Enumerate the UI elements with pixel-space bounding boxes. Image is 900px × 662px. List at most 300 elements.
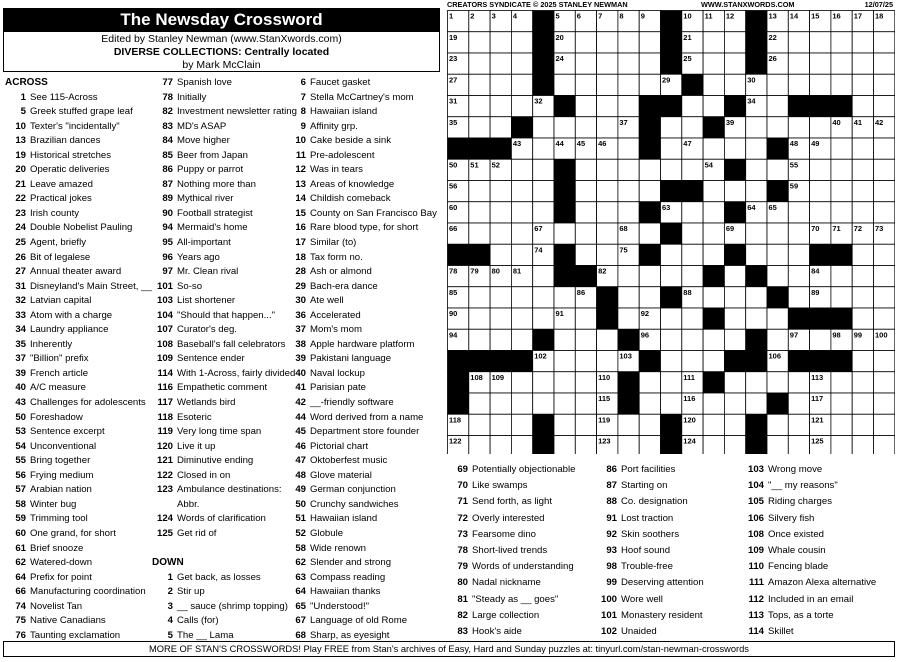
grid-cell[interactable] [724,414,745,435]
grid-cell[interactable] [788,202,809,223]
grid-cell[interactable] [490,287,511,308]
grid-cell[interactable] [724,393,745,414]
grid-cell[interactable] [554,372,575,393]
grid-cell[interactable] [469,117,490,138]
grid-cell[interactable] [831,32,852,53]
grid-cell[interactable] [852,372,873,393]
grid-cell[interactable] [490,96,511,117]
grid-cell[interactable] [767,372,788,393]
clue [743,543,898,559]
grid-cell[interactable] [511,202,532,223]
grid-cell[interactable] [490,436,511,455]
grid-cell[interactable] [724,181,745,202]
grid-cell[interactable] [767,329,788,350]
grid-cell[interactable] [703,244,724,265]
clue [152,294,302,309]
grid-cell[interactable] [511,74,532,95]
grid-cell[interactable] [639,32,660,53]
clue-text: Hook's aide [472,625,522,637]
cell-number: 96 [640,330,650,340]
clue [152,425,302,440]
grid-cell[interactable] [511,181,532,202]
grid-cell[interactable] [533,181,554,202]
grid-cell[interactable] [852,96,873,117]
grid-cell[interactable] [597,244,618,265]
grid-cell[interactable] [575,202,596,223]
cell-number: 19 [449,32,458,42]
grid-cell[interactable] [511,308,532,329]
grid-cell[interactable] [639,393,660,414]
grid-cell[interactable] [874,266,895,287]
grid-cell[interactable] [597,181,618,202]
grid-cell[interactable] [852,436,873,455]
grid-cell[interactable] [852,74,873,95]
grid-cell[interactable] [724,329,745,350]
grid-cell[interactable] [767,436,788,455]
grid-cell[interactable] [810,32,831,53]
grid-cell[interactable] [469,414,490,435]
grid-cell[interactable] [874,74,895,95]
grid-cell[interactable] [682,96,703,117]
grid-cell[interactable] [788,393,809,414]
clue-number: 39 [15,367,26,379]
grid-cell[interactable] [618,414,639,435]
grid-cell[interactable] [554,414,575,435]
grid-cell[interactable] [597,351,618,372]
clue-text: Nothing more than [177,178,256,190]
grid-cell[interactable] [788,53,809,74]
grid-cell[interactable] [511,244,532,265]
grid-cell[interactable] [490,74,511,95]
grid-cell[interactable] [661,351,682,372]
grid-cell[interactable] [511,393,532,414]
grid-cell[interactable] [874,96,895,117]
grid-cell[interactable] [874,53,895,74]
grid-cell[interactable] [767,96,788,117]
grid-cell[interactable] [852,181,873,202]
grid-cell[interactable] [788,223,809,244]
grid-cell[interactable] [852,53,873,74]
grid-cell[interactable] [575,351,596,372]
grid-cell[interactable] [852,159,873,180]
grid-cell[interactable] [831,393,852,414]
grid-cell[interactable] [469,393,490,414]
grid-cell[interactable] [533,266,554,287]
grid-cell[interactable] [831,372,852,393]
grid-cell[interactable] [703,74,724,95]
grid-cell[interactable] [618,202,639,223]
grid-cell[interactable] [490,223,511,244]
grid-cell[interactable] [575,53,596,74]
grid-cell[interactable] [490,202,511,223]
grid-cell[interactable] [490,393,511,414]
clue-number: 3 [167,600,173,612]
grid-cell[interactable] [852,351,873,372]
grid-cell[interactable] [746,393,767,414]
clue-number: 13 [15,135,26,147]
grid-cell[interactable] [703,202,724,223]
grid-cell[interactable] [469,223,490,244]
grid-cell[interactable] [746,181,767,202]
grid-cell[interactable] [639,372,660,393]
grid-cell[interactable] [703,351,724,372]
clue-number: 48 [295,469,306,481]
grid-cell[interactable] [511,32,532,53]
grid-cell[interactable] [469,181,490,202]
grid-cell[interactable] [490,181,511,202]
grid-cell[interactable] [724,138,745,159]
grid-cell[interactable] [575,96,596,117]
grid-cell[interactable] [788,32,809,53]
clue [285,91,445,106]
grid-cell[interactable] [788,74,809,95]
grid-cell[interactable] [767,414,788,435]
grid-cell[interactable] [597,117,618,138]
grid-cell[interactable] [682,223,703,244]
grid-cell[interactable] [810,117,831,138]
grid-cell[interactable] [575,159,596,180]
grid-cell[interactable] [575,74,596,95]
grid-cell[interactable] [874,372,895,393]
grid-cell[interactable] [639,414,660,435]
grid-cell[interactable] [724,32,745,53]
grid-cell[interactable] [682,159,703,180]
grid-cell[interactable] [554,223,575,244]
clue-text: Atom with a charge [30,309,113,321]
grid-cell[interactable] [852,244,873,265]
grid-cell[interactable] [703,181,724,202]
clue [285,454,445,469]
grid-cell[interactable] [533,138,554,159]
clue [5,251,153,266]
grid-cell[interactable] [661,372,682,393]
grid-cell[interactable] [511,223,532,244]
grid-cell[interactable] [874,244,895,265]
grid-cell[interactable] [682,266,703,287]
grid-cell[interactable] [831,266,852,287]
grid-cell[interactable] [618,74,639,95]
grid-cell[interactable] [639,53,660,74]
grid-cell[interactable] [575,436,596,455]
grid-cell[interactable] [469,96,490,117]
grid-cell[interactable] [831,138,852,159]
clue [596,592,746,608]
grid-cell[interactable] [618,96,639,117]
grid-cell[interactable] [703,138,724,159]
grid-cell[interactable] [767,244,788,265]
grid-cell[interactable] [661,244,682,265]
grid-cell[interactable] [682,351,703,372]
grid-cell[interactable] [874,181,895,202]
grid-cell[interactable] [874,202,895,223]
grid-cell[interactable] [852,32,873,53]
grid-cell[interactable] [831,74,852,95]
cell-number: 77 [811,245,820,255]
grid-cell[interactable] [575,117,596,138]
grid-cell[interactable] [852,393,873,414]
grid-cell[interactable] [703,96,724,117]
grid-cell[interactable] [575,393,596,414]
grid-cell[interactable] [597,329,618,350]
grid-cell[interactable] [469,202,490,223]
grid-cell[interactable] [682,244,703,265]
grid-cell[interactable] [831,53,852,74]
grid-cell[interactable] [788,266,809,287]
grid-cell[interactable] [490,308,511,329]
grid-cell[interactable] [575,372,596,393]
grid-cell[interactable] [511,287,532,308]
grid-cell[interactable] [852,138,873,159]
grid-cell[interactable] [469,53,490,74]
grid-cell[interactable] [810,202,831,223]
grid-cell[interactable] [831,287,852,308]
clue [596,575,746,591]
grid-cell[interactable] [852,308,873,329]
grid-cell[interactable] [490,329,511,350]
grid-cell[interactable] [639,159,660,180]
grid-cell[interactable] [724,266,745,287]
grid-cell[interactable] [618,159,639,180]
grid-cell[interactable] [575,32,596,53]
clue [5,352,153,367]
cell-number: 89 [811,287,820,297]
grid-cell[interactable] [469,329,490,350]
grid-cell[interactable] [554,436,575,455]
clue-number: 64 [15,571,26,583]
grid-cell[interactable] [575,414,596,435]
grid-cell[interactable] [597,32,618,53]
grid-cell[interactable] [703,32,724,53]
grid-cell[interactable] [639,74,660,95]
grid-cell[interactable] [724,74,745,95]
grid-cell[interactable] [618,53,639,74]
grid-cell[interactable] [852,287,873,308]
grid-cell[interactable] [874,351,895,372]
grid-block [618,393,639,414]
grid-cell[interactable] [724,53,745,74]
crossword-grid-svg[interactable] [447,10,895,454]
grid-cell[interactable] [703,53,724,74]
grid-cell[interactable] [469,308,490,329]
grid-cell[interactable] [810,329,831,350]
grid-cell[interactable] [618,287,639,308]
grid-cell[interactable] [788,414,809,435]
grid-cell[interactable] [490,244,511,265]
clue-number: 44 [295,411,306,423]
grid-cell[interactable] [724,287,745,308]
grid-cell[interactable] [469,287,490,308]
clue-text: Wide renown [310,542,366,554]
grid-cell[interactable] [852,266,873,287]
clue-text: Crunchy sandwiches [310,498,399,510]
clue-number: 11 [295,149,306,161]
grid-cell[interactable] [831,159,852,180]
grid-cell[interactable] [874,287,895,308]
cell-number: 121 [811,415,824,425]
grid-cell[interactable] [618,308,639,329]
grid-cell[interactable] [597,223,618,244]
grid-cell[interactable] [767,159,788,180]
grid-cell[interactable] [597,53,618,74]
grid-cell[interactable] [639,436,660,455]
grid-cell[interactable] [746,159,767,180]
cell-number: 65 [768,202,777,212]
grid-cell[interactable] [661,138,682,159]
grid-cell[interactable] [469,74,490,95]
grid-cell[interactable] [533,287,554,308]
grid-cell[interactable] [511,96,532,117]
grid-cell[interactable] [511,414,532,435]
grid-cell[interactable] [746,308,767,329]
grid-cell[interactable] [533,117,554,138]
grid-cell[interactable] [852,414,873,435]
grid-cell[interactable] [682,329,703,350]
grid-block [639,244,660,265]
grid-cell[interactable] [703,393,724,414]
grid-cell[interactable] [597,74,618,95]
grid-cell[interactable] [554,117,575,138]
grid-cell[interactable] [874,32,895,53]
grid-cell[interactable] [618,266,639,287]
grid-cell[interactable] [810,53,831,74]
footer-banner: MORE OF STAN'S CROSSWORDS! Play FREE from Stan's archives of Easy, Hard and Sunday puzzles at: tinyurl.com/stan-newman-crosswords [3,641,895,657]
grid-cell[interactable] [639,223,660,244]
grid-cell[interactable] [810,181,831,202]
grid-cell[interactable] [639,181,660,202]
grid-cell[interactable] [511,159,532,180]
grid-cell[interactable] [746,244,767,265]
grid-cell[interactable] [490,117,511,138]
grid-cell[interactable] [490,32,511,53]
grid-cell[interactable] [554,329,575,350]
clue [285,120,445,135]
grid-cell[interactable] [533,202,554,223]
grid-cell[interactable] [554,393,575,414]
grid-cell[interactable] [724,436,745,455]
grid-cell[interactable] [703,329,724,350]
grid-cell[interactable] [682,117,703,138]
grid-cell[interactable] [852,202,873,223]
grid-cell[interactable] [703,223,724,244]
grid-cell[interactable] [533,393,554,414]
grid-cell[interactable] [682,308,703,329]
grid-cell[interactable] [661,329,682,350]
grid-cell[interactable] [788,436,809,455]
grid-cell[interactable] [767,266,788,287]
grid-cell[interactable] [703,287,724,308]
grid-cell[interactable] [597,202,618,223]
grid-cell[interactable] [746,138,767,159]
clue-number: 83 [457,625,468,637]
grid-cell[interactable] [618,181,639,202]
cell-number: 54 [704,160,713,170]
grid-cell[interactable] [767,223,788,244]
grid-cell[interactable] [788,244,809,265]
grid-cell[interactable] [597,159,618,180]
grid-cell[interactable] [724,372,745,393]
grid-cell[interactable] [767,308,788,329]
grid-cell[interactable] [831,181,852,202]
grid-cell[interactable] [618,32,639,53]
grid-cell[interactable] [788,287,809,308]
grid-cell[interactable] [661,308,682,329]
clue-number: 31 [15,280,26,292]
grid-cell[interactable] [661,117,682,138]
grid-cell[interactable] [575,181,596,202]
clue-number: 10 [295,135,306,147]
grid-cell[interactable] [661,266,682,287]
grid-cell[interactable] [639,266,660,287]
grid-cell[interactable] [533,372,554,393]
clue-number: 13 [295,178,306,190]
grid-cell[interactable] [746,223,767,244]
grid-cell[interactable] [533,159,554,180]
crossword-grid[interactable] [447,10,895,459]
grid-cell[interactable] [724,308,745,329]
grid-cell[interactable] [511,329,532,350]
grid-cell[interactable] [746,372,767,393]
grid-cell[interactable] [490,53,511,74]
grid-block [575,266,596,287]
grid-cell[interactable] [682,202,703,223]
grid-cell[interactable] [874,393,895,414]
grid-cell[interactable] [874,159,895,180]
grid-cell[interactable] [874,414,895,435]
grid-cell[interactable] [810,159,831,180]
grid-cell[interactable] [511,372,532,393]
grid-cell[interactable] [554,287,575,308]
grid-cell[interactable] [511,436,532,455]
grid-cell[interactable] [703,414,724,435]
grid-cell[interactable] [575,308,596,329]
grid-cell[interactable] [575,244,596,265]
clue-number: 5 [20,106,26,118]
grid-cell[interactable] [469,436,490,455]
grid-cell[interactable] [554,351,575,372]
grid-cell[interactable] [575,329,596,350]
grid-cell[interactable] [703,436,724,455]
grid-cell[interactable] [597,96,618,117]
grid-cell[interactable] [469,32,490,53]
grid-cell[interactable] [746,117,767,138]
grid-cell[interactable] [788,372,809,393]
grid-cell[interactable] [618,138,639,159]
cell-number: 108 [470,372,483,382]
grid-cell[interactable] [831,414,852,435]
grid-cell[interactable] [767,74,788,95]
grid-cell[interactable] [874,138,895,159]
grid-cell[interactable] [788,117,809,138]
grid-cell[interactable] [874,436,895,455]
grid-cell[interactable] [661,393,682,414]
grid-cell[interactable] [554,74,575,95]
grid-cell[interactable] [533,308,554,329]
grid-cell[interactable] [490,414,511,435]
grid-cell[interactable] [746,287,767,308]
grid-cell[interactable] [874,308,895,329]
clue [5,309,153,324]
clue-text: All-important [177,237,231,249]
grid-cell[interactable] [661,159,682,180]
grid-cell[interactable] [511,53,532,74]
grid-cell[interactable] [575,223,596,244]
grid-cell[interactable] [810,74,831,95]
grid-cell[interactable] [767,117,788,138]
grid-cell[interactable] [831,436,852,455]
grid-cell[interactable] [618,436,639,455]
grid-cell[interactable] [639,287,660,308]
grid-cell[interactable] [831,202,852,223]
